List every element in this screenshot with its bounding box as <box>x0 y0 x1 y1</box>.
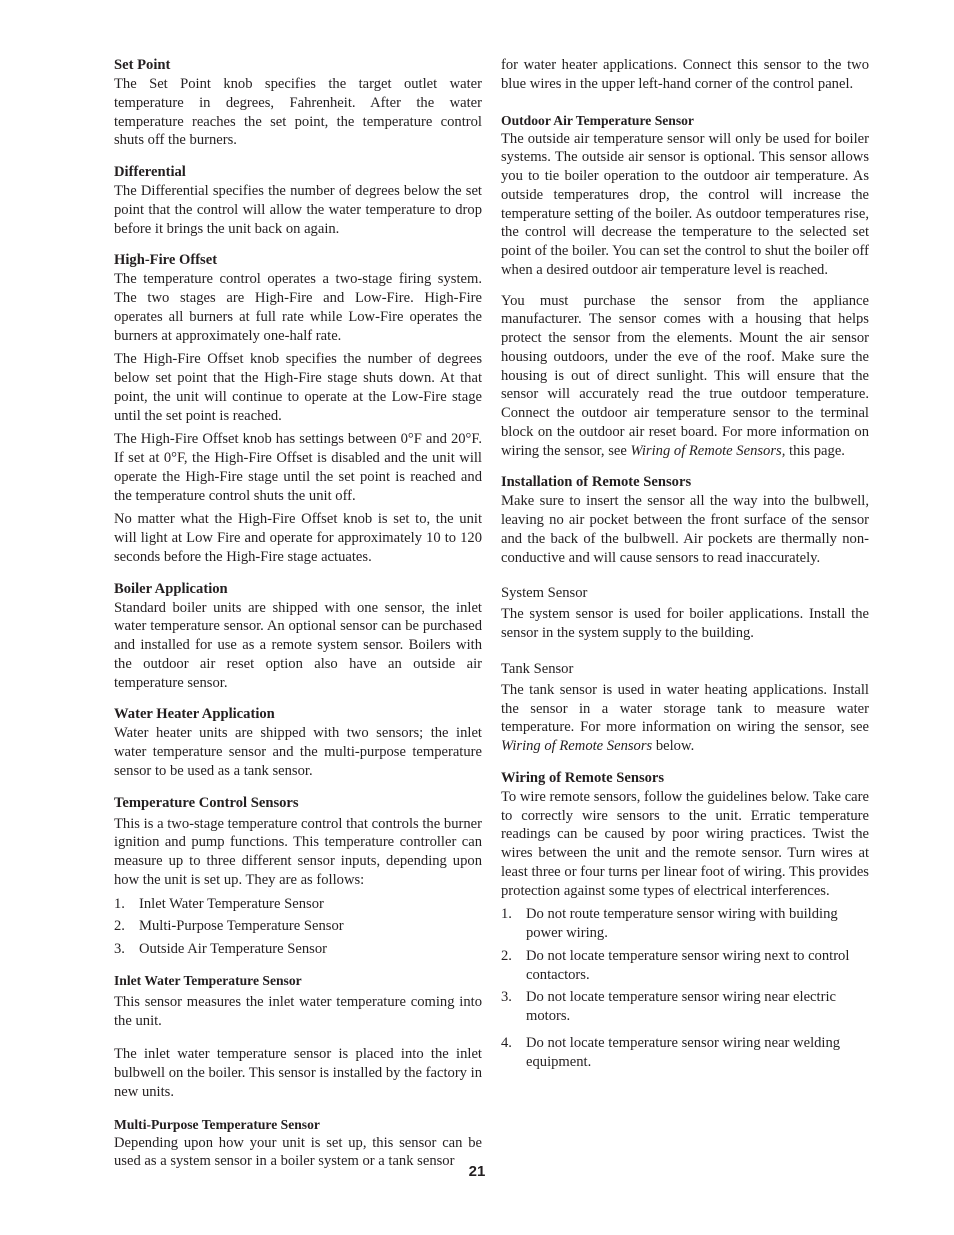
wiring-reference: Wiring of Remote Sensors <box>501 738 653 754</box>
differential-heading: Differential <box>114 164 186 180</box>
water-heater-application-section <box>114 705 482 780</box>
system-sensor-text: The system sensor is used for boiler applications. Install the sensor in the system supply to the building. <box>501 606 869 641</box>
differential-text: The Differential specifies the number of degrees below the set point that the control will allow the water temperature to drop before it brings the unit back on again. <box>114 183 482 237</box>
set-point-heading: Set Point <box>114 57 171 73</box>
page-number: 21 <box>468 1163 486 1180</box>
list-item: 3. Do not locate temperature sensor wiring near electric motors. <box>501 989 836 1024</box>
list-item: 2. Do not locate temperature sensor wiring next to control contactors. <box>501 947 850 983</box>
installation-text: Make sure to insert the sensor all the way into the bulbwell, leaving no air pocket between the front surface of the sensor and the back of the bulbwell. Air pockets are thermally non-conductive and will cause sensors to read inaccurately. <box>501 493 869 566</box>
left-column <box>114 56 482 1176</box>
wiring-reference: Wiring of Remote Sensors, <box>630 442 786 459</box>
boiler-application-heading: Boiler Application <box>114 580 228 597</box>
tank-sensor-text: The tank sensor is used in water heating applications. Install the sensor in a water storage tank to measure water temperature. For more information on wiring the sensor, see Wiring of Remote Sensors below. <box>501 681 869 754</box>
list-item: 3. Outside Air Temperature Sensor <box>114 941 327 957</box>
high-fire-text-4: No matter what the High-Fire Offset knob is set to, the unit will light at Low Fire and operate for approximately 10 to 120 seconds before the High-Fire stage actuates. <box>114 511 482 565</box>
sensor-list <box>114 895 482 959</box>
multi-purpose-sensor-text-continued: for water heater applications. Connect this sensor to the two blue wires in the upper left-hand corner of the control panel. <box>501 57 869 92</box>
temperature-control-sensors-section <box>114 794 482 959</box>
high-fire-text-2: The High-Fire Offset knob specifies the number of degrees below set point that the High-Fire stage shuts down. At that point, the unit will continue to operate at the Low-Fire stage until the set point is reached. <box>114 351 482 424</box>
boiler-application-section <box>114 580 482 693</box>
system-sensor-heading: System Sensor <box>501 585 588 602</box>
list-item: 1. Inlet Water Temperature Sensor <box>114 895 324 912</box>
inlet-water-sensor-heading: Inlet Water Temperature Sensor <box>114 972 302 988</box>
wiring-section <box>501 769 869 1072</box>
outdoor-air-sensor-text-2: You must purchase the sensor from the appliance manufacturer. The sensor comes with a housing that helps protect the sensor from the elements. Mount the air sensor housing outdoors, under the eve of the roof. Make sure the housing is out of direct sunlight. This will ensure that the sensor will accurately read the true outdoor temperature. Connect the outdoor air temperature sensor to the terminal block on the outdoor air reset board. For more information on wiring the sensor, see Wiring of Remote Sensors, this page. <box>501 292 869 459</box>
water-heater-application-text: Water heater units are shipped with two sensors; the inlet water temperature sensor and the multi-purpose temperature sensor to be used as a tank sensor. <box>114 725 482 779</box>
list-item: 2. Multi-Purpose Temperature Sensor <box>114 918 344 935</box>
multi-purpose-sensor-heading: Multi-Purpose Temperature Sensor <box>114 1116 320 1132</box>
high-fire-offset-heading: High-Fire Offset <box>114 252 218 269</box>
high-fire-text-1: The temperature control operates a two-stage firing system. The two stages are High-Fire and Low-Fire. High-Fire operates all burners at full rate while Low-Fire operates the burners at approximately one-half rate. <box>114 271 482 344</box>
inlet-water-sensor-text-1: This sensor measures the inlet water temperature coming into the unit. <box>114 993 482 1029</box>
set-point-section <box>114 56 482 150</box>
installation-section <box>501 473 869 567</box>
list-item: 4. Do not locate temperature sensor wiring near welding equipment. <box>501 1034 841 1070</box>
outdoor-air-sensor-heading: Outdoor Air Temperature Sensor <box>501 112 694 128</box>
wiring-guidelines-list <box>501 905 869 1071</box>
temperature-control-sensors-heading: Temperature Control Sensors <box>114 794 299 811</box>
boiler-application-text: Standard boiler units are shipped with one sensor, the inlet water temperature sensor. An optional sensor can be purchased and installed for use as a remote system sensor. Boilers with the outdoor air reset option also have an outside air temperature sensor. <box>114 599 482 691</box>
temperature-control-sensors-text: This is a two-stage temperature control that controls the burner ignition and pump functions. This temperature controller can measure up to three different sensor inputs, depending upon how the unit is set up. They are as follows: <box>114 815 482 888</box>
differential-section <box>114 163 482 238</box>
installation-heading: Installation of Remote Sensors <box>501 474 692 491</box>
tank-sensor-heading: Tank Sensor <box>501 660 574 677</box>
tank-sensor-section <box>501 660 869 756</box>
set-point-text: The Set Point knob specifies the target outlet water temperature in degrees, Fahrenheit. After the water temperature reaches the set point, the temperature control shuts off the burners. <box>114 76 482 149</box>
wiring-text: To wire remote sensors, follow the guidelines below. Take care to correctly wire sensors to the unit. Erratic temperature readings can be caused by poor wiring practices. Twist the wires between the unit and the remote sensor. Turn wires at least three or four turns per linear foot of wiring. This provides protection against some types of electrical interferences. <box>501 788 869 899</box>
high-fire-offset-section <box>114 251 482 566</box>
outdoor-air-sensor-text-1: The outside air temperature sensor will only be used for boiler systems. The outside air sensor is optional. This sensor allows you to tie boiler operation to the outdoor air temperature. As outside temperatures drop, the control will increase the temperature setting of the boiler. As outdoor temperatures rise, the control will decrease the temperature to the selected set point of the boiler. You can set the control to shut the boiler off when a desired outdoor air temperature level is reached. <box>501 130 869 278</box>
inlet-water-sensor-text-2: The inlet water temperature sensor is placed into the inlet bulbwell on the boiler. This sensor is installed by the factory in new units. <box>114 1046 482 1100</box>
right-column <box>501 56 869 1075</box>
wiring-heading: Wiring of Remote Sensors <box>501 769 665 786</box>
high-fire-text-3: The High-Fire Offset knob has settings between 0°F and 20°F. If set at 0°F, the High-Fire Offset is disabled and the unit will operate the High-Fire stage until the set point is reached and the temperature control shuts the unit off. <box>114 431 482 504</box>
outdoor-air-sensor-section <box>501 111 869 461</box>
list-item: 1. Do not route temperature sensor wiring with building power wiring. <box>501 906 838 941</box>
multi-purpose-sensor-text: Depending upon how your unit is set up, this sensor can be used as a system sensor in a boiler system or a tank sensor <box>114 1134 482 1170</box>
system-sensor-section <box>501 584 869 643</box>
water-heater-application-heading: Water Heater Application <box>114 706 275 723</box>
inlet-water-sensor-section <box>114 971 482 1102</box>
